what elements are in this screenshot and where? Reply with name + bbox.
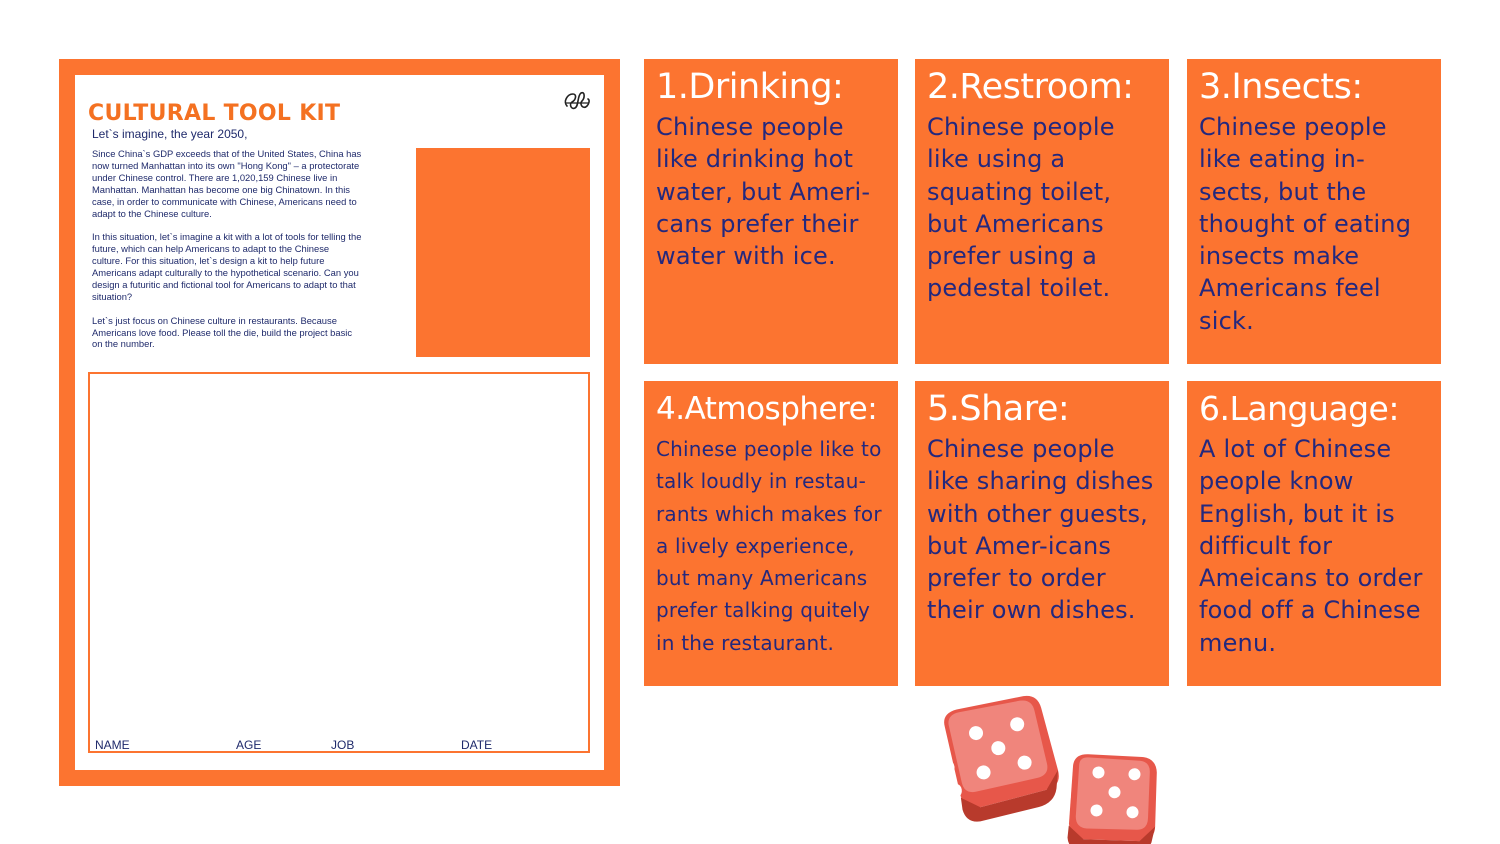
age-field-label: AGE xyxy=(236,738,262,752)
drawing-area[interactable] xyxy=(88,372,590,753)
card-text: Chinese people like using a squating toilet, but Americans prefer using a pedestal toilet. xyxy=(927,113,1115,303)
card-text: A lot of Chinese people know English, but it is difficult for Ameicans to order food off a Chinese menu. xyxy=(1199,435,1423,657)
card-title: 4.Atmosphere: xyxy=(656,391,878,427)
card-title: 6.Language: xyxy=(1199,389,1399,428)
card-text: Chinese people like to talk loudly in restau-rants which makes for a lively experience, but many Americans prefer talking quitely in the restaurant. xyxy=(656,437,882,655)
dice-icon xyxy=(932,692,1172,844)
scenario-paragraph: Since China`s GDP exceeds that of the United States, China has now turned Manhattan into its own "Hong Kong" – a protectorate under Chinese control. There are 1,020,159 Chinese live in Manhattan. Manhattan has become one big Chinatown. In this case, in order to communicate with Chinese, Americans need to adapt to the Chinese culture. xyxy=(92,148,362,219)
intro-line: Let`s imagine, the year 2050, xyxy=(92,127,248,141)
card-text: Chinese people like drinking hot water, but Ameri-cans prefer their water with ice. xyxy=(656,113,871,271)
date-field-label: DATE xyxy=(461,738,493,752)
tool-kit-worksheet xyxy=(59,59,620,786)
card-share xyxy=(915,381,1169,686)
card-restroom xyxy=(915,59,1169,364)
card-title: 3.Insects: xyxy=(1199,67,1363,107)
card-title: 5.Share: xyxy=(927,389,1070,429)
scenario-paragraph: In this situation, let`s imagine a kit with a lot of tools for telling the future, which can help Americans to adapt to the Chinese culture. For this situation, let`s design a kit to help future Americans adapt culturally to the hypothetical scenario. Can you design a futuritic and fictional tool for Americans to adapt to that situation? xyxy=(92,231,362,302)
scenario-paragraph: Let`s just focus on Chinese culture in restaurants. Because Americans love food. Please toll the die, build the project basic on the number. xyxy=(92,314,353,350)
job-field-label: JOB xyxy=(331,738,355,752)
image-placeholder xyxy=(416,148,590,357)
signature-logo-icon xyxy=(561,88,593,114)
card-insects xyxy=(1187,59,1441,364)
card-drinking xyxy=(644,59,898,364)
card-atmosphere xyxy=(644,381,898,686)
scenario-text xyxy=(92,148,362,362)
worksheet-paper xyxy=(75,75,604,770)
card-text: Chinese people like sharing dishes with other guests, but Amer-icans prefer to order their own dishes. xyxy=(927,435,1154,625)
worksheet-title: CULTURAL TOOL KIT xyxy=(88,101,341,126)
card-title: 1.Drinking: xyxy=(656,67,844,107)
card-text: Chinese people like eating in-sects, but the thought of eating insects make Americans feel sick. xyxy=(1199,113,1412,335)
card-title: 2.Restroom: xyxy=(927,67,1134,107)
card-language xyxy=(1187,381,1441,686)
name-field-label: NAME xyxy=(95,738,130,752)
